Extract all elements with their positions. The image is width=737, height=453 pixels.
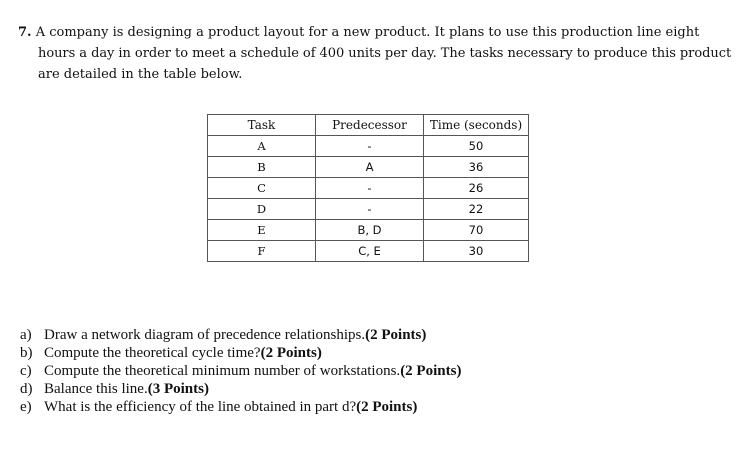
header-task: Task [208,115,316,136]
problem-statement [18,22,732,85]
question-item [20,362,720,380]
time-cell: 30 [424,241,529,262]
question-points: (2 Points) [260,345,322,361]
predecessor-cell: C, E [316,241,424,262]
question-item [20,380,720,398]
time-cell: 22 [424,199,529,220]
table-row [208,199,529,220]
predecessor-cell: - [316,136,424,157]
header-time: Time (seconds) [424,115,529,136]
header-predecessor: Predecessor [316,115,424,136]
problem-line-1 [18,22,718,43]
question-item [20,344,720,362]
predecessor-cell: B, D [316,220,424,241]
time-cell: 50 [424,136,529,157]
time-cell: 26 [424,178,529,199]
table-row [208,220,529,241]
question-points: (2 Points) [356,399,418,415]
task-cell: C [208,178,316,199]
task-cell: E [208,220,316,241]
time-cell: 70 [424,220,529,241]
question-text: Compute the theoretical cycle time? [44,345,261,361]
table-row [208,178,529,199]
table-row [208,241,529,262]
question-letter: c) [20,363,32,379]
task-cell: F [208,241,316,262]
question-item [20,326,720,344]
question-text: Draw a network diagram of precedence relationships. [44,327,366,343]
problem-text-line-2: hours a day in order to meet a schedule of 400 units per day. The tasks necessary to produce this product [38,46,732,61]
question-letter: d) [20,381,33,397]
question-points: (3 Points) [147,381,209,397]
question-item [20,398,720,416]
table-row [208,136,529,157]
question-list [20,326,720,416]
predecessor-cell: - [316,178,424,199]
problem-number: 7. [18,25,32,40]
problem-text-line-3: are detailed in the table below. [38,67,243,82]
task-table [207,114,529,262]
time-cell: 36 [424,157,529,178]
question-letter: b) [20,345,33,361]
question-letter: a) [20,327,32,343]
question-points: (2 Points) [400,363,462,379]
table-row [208,157,529,178]
task-cell: D [208,199,316,220]
problem-text-line-1: A company is designing a product layout for a new product. It plans to use this production line eight [35,25,700,40]
predecessor-cell: - [316,199,424,220]
question-points: (2 Points) [365,327,427,343]
predecessor-cell: A [316,157,424,178]
question-letter: e) [20,399,32,415]
task-cell: B [208,157,316,178]
table-header-row [208,115,529,136]
question-text: Balance this line. [44,381,148,397]
question-text: What is the efficiency of the line obtained in part d? [44,399,357,415]
task-cell: A [208,136,316,157]
question-text: Compute the theoretical minimum number of workstations. [44,363,401,379]
